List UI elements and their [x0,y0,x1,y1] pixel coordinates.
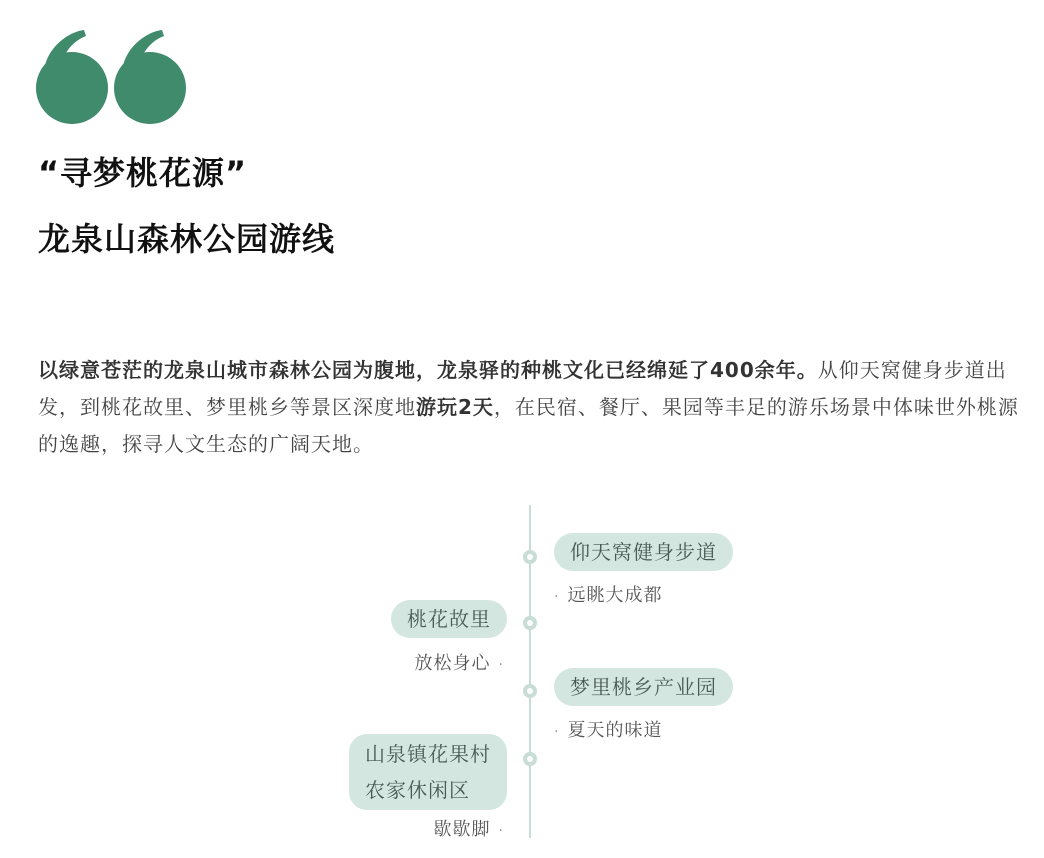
stop-4-name-line2: 农家休闲区 [365,778,470,802]
intro-text-2: ，在民宿、餐厅、果园等丰足的游乐场景中体味世外桃源的逸趣，探寻人文生态的广阔天地。 [38,395,1019,456]
intro-paragraph [38,352,1028,463]
quote-icon [36,26,188,126]
timeline-dot-4 [523,752,537,766]
timeline-dot-1 [523,550,537,564]
bullet-icon: · [554,724,560,740]
page-title-line1: “寻梦桃花源” [38,154,248,192]
stop-3-desc-text: 夏天的味道 [567,720,663,741]
stop-2-desc-text: 放松身心 [414,653,491,674]
stop-1-pill: 仰天窝健身步道 [554,533,733,571]
stop-2-pill: 桃花故里 [391,600,507,638]
stop-3-desc [554,716,662,742]
bullet-icon: · [498,657,504,673]
stop-4-desc [434,815,504,841]
bullet-icon: · [498,823,504,839]
intro-text-1: 从仰天窝健身步道出发，到桃花故里、梦里桃乡等景区深度地 [38,358,1007,419]
bullet-icon: · [554,589,560,605]
page-title-line2: 龙泉山森林公园游线 [38,220,336,258]
stop-2-desc [415,649,504,675]
timeline-dot-2 [523,616,537,630]
stop-4-desc-text: 歇歇脚 [433,819,491,840]
stop-4-pill [349,734,507,810]
stop-1-desc-text: 远眺大成都 [567,585,663,606]
intro-bold-2: 游玩2天 [416,395,494,419]
intro-bold-1: 以绿意苍茫的龙泉山城市森林公园为腹地，龙泉驿的种桃文化已经绵延了400余年。 [38,358,818,382]
timeline-dot-3 [523,684,537,698]
stop-3-pill: 梦里桃乡产业园 [554,668,733,706]
stop-1-desc [554,581,662,607]
stop-4-name-line1: 山泉镇花果村 [365,742,491,766]
